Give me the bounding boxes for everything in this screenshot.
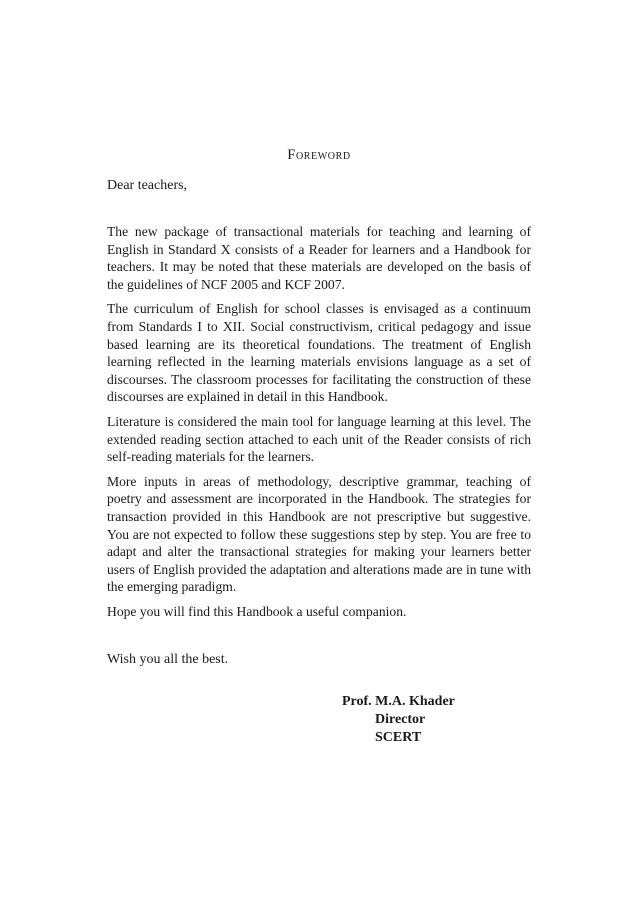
page-title: Foreword <box>287 147 351 163</box>
salutation: Dear teachers, <box>107 178 188 193</box>
signatory-designation: Director <box>375 712 426 727</box>
closing-line: Wish you all the best. <box>107 652 229 667</box>
paragraph: More inputs in areas of methodology, descriptive grammar, teaching of poetry and assessment are incorporated in the Handbook. The strategies for transaction provided in this Handbook are not prescriptive but suggestive. You are not expected to follow these suggestions step by step. You are free to adapt and alter the transactional strategies for making your learners better users of English provided the adaptation and alterations made are in tune with the emerging paradigm. <box>107 473 531 595</box>
signature-block <box>342 693 455 747</box>
paragraph: Hope you will find this Handbook a useful companion. <box>107 603 407 619</box>
signatory-name: Prof. M.A. Khader <box>342 694 455 709</box>
paragraph: The new package of transactional materials for teaching and learning of English in Standard X consists of a Reader for learners and a Handbook for teachers. It may be noted that these materials are developed on the basis of the guidelines of NCF 2005 and KCF 2007. <box>107 224 531 292</box>
paragraph: The curriculum of English for school classes is envisaged as a continuum from Standards I to XII. Social constructivism, critical pedagogy and issue based learning are its theoretical foundations. The treatment of English learning reflected in the learning materials envisions language as a set of discourses. The classroom processes for facilitating the construction of these discourses are explained in detail in this Handbook. <box>107 301 531 405</box>
foreword-body <box>107 223 531 627</box>
paragraph: Literature is considered the main tool for language learning at this level. The extended reading section attached to each unit of the Reader consists of rich self-reading materials for the learners. <box>107 413 531 465</box>
signatory-organization: SCERT <box>375 730 422 745</box>
